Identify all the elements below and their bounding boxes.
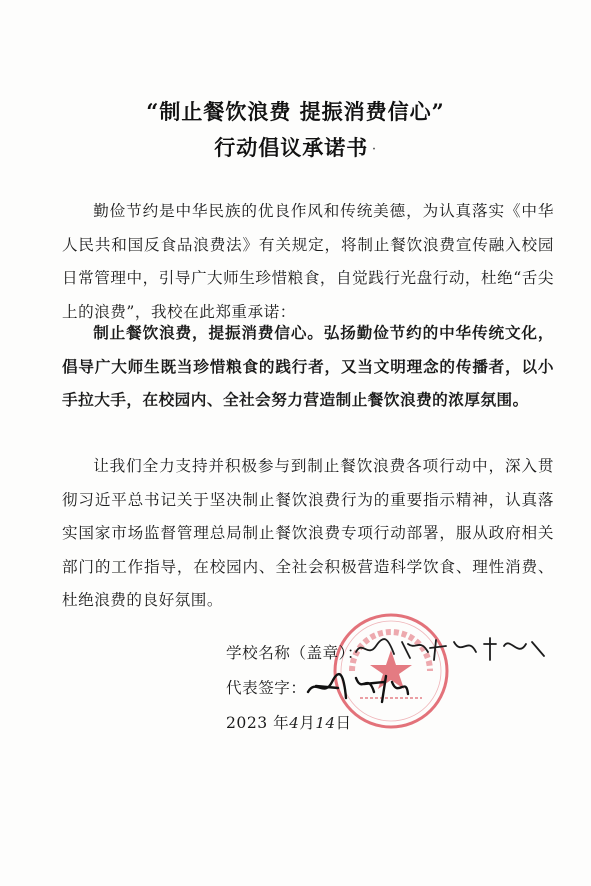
document-title-line2 (0, 132, 591, 162)
signer-label: 代表签字： (226, 679, 307, 697)
signature-school-row (226, 641, 363, 663)
handwritten-school-name (350, 632, 550, 664)
date-month-handwritten: 4 (289, 714, 300, 732)
date-day-handwritten: 14 (315, 714, 336, 732)
title-dot-mark: · (372, 144, 377, 155)
document-title-text: 行动倡议承诺书 (214, 135, 369, 160)
paragraph-action: 让我们全力支持并积极参与到制止餐饮浪费各项行动中，深入贯彻习近平总书记关于坚决制止餐饮浪费行为的重要指示精神，认真落实国家市场监督管理总局制止餐饮浪费专项行动部署，服从政府相关部门的工作指导，在校园内、全社会积极营造科学饮食、理性消费、杜绝浪费的良好氛围。 (62, 457, 554, 609)
school-name-label: 学校名称（盖章）： (226, 644, 364, 662)
paragraph-commitment: 制止餐饮浪费，提振消费信心。弘扬勤俭节约的中华传统文化，倡导广大师生既当珍惜粮食的践行者，又当文明理念的传播者，以小手拉大手，在校园内、全社会努力营造制止餐饮浪费的浓厚氛围。 (62, 323, 554, 409)
document-title-line1: “制止餐饮浪费 提振消费信心” (146, 99, 445, 124)
handwritten-signature (302, 668, 412, 708)
paragraph-intro: 勤俭节约是中华民族的优良作风和传统美德，为认真落实《中华人民共和国反食品浪费法》有关规定，将制止餐饮浪费宣传融入校园日常管理中，引导广大师生珍惜粮食，自觉践行光盘行动，杜绝“舌尖上的浪费”，我校在此郑重承诺： (62, 202, 554, 321)
date-day-unit: 日 (335, 714, 352, 732)
date-year: 2023 年 (226, 714, 290, 732)
signature-date-row (226, 711, 352, 733)
date-month-unit: 月 (299, 714, 316, 732)
signature-signer-row (226, 676, 306, 698)
